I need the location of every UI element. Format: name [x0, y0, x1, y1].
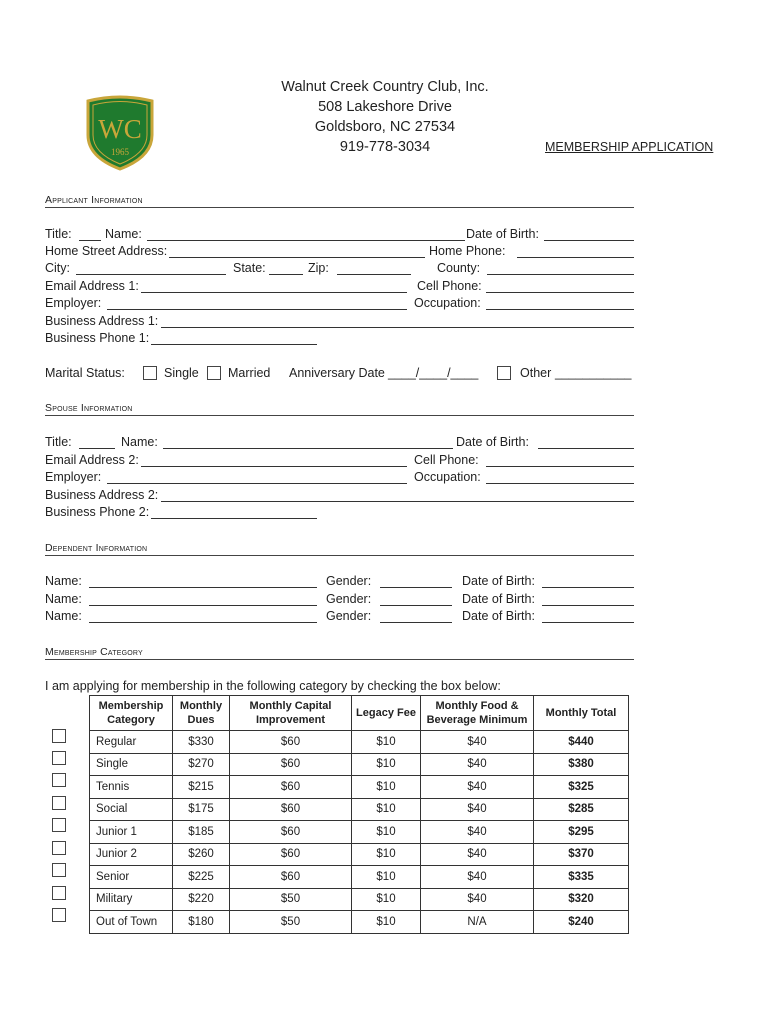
cell-category: Junior 1 [90, 821, 173, 844]
category-checkbox-out-of-town[interactable] [52, 908, 66, 922]
label-dep-dob: Date of Birth: [462, 592, 535, 606]
cell-capital: $60 [230, 731, 352, 754]
label-zip: Zip: [308, 261, 329, 275]
label-home-street: Home Street Address: [45, 244, 168, 258]
cell-total: $440 [534, 731, 629, 754]
biz-addr2-field[interactable] [161, 487, 634, 502]
dependent3-name-field[interactable] [89, 608, 317, 623]
label-email2: Email Address 2: [45, 453, 139, 467]
applicant-row-6 [45, 313, 635, 330]
cell-food: $40 [421, 888, 534, 911]
label-other: Other [520, 366, 552, 380]
applicant-employer-field[interactable] [107, 295, 407, 310]
email2-field[interactable] [141, 452, 407, 467]
table-row [90, 843, 629, 866]
dependent1-gender-field[interactable] [380, 573, 452, 588]
label-spouse-dob: Date of Birth: [456, 435, 529, 449]
club-logo [84, 95, 156, 171]
dependent1-name-field[interactable] [89, 573, 317, 588]
col-dues: Monthly Dues [173, 696, 230, 731]
table-row [90, 888, 629, 911]
marital-row [45, 365, 645, 382]
dependent3-dob-field[interactable] [542, 608, 634, 623]
cell-total: $320 [534, 888, 629, 911]
spouse-row-5 [45, 504, 635, 521]
state-field[interactable] [269, 260, 303, 275]
label-spouse-name: Name: [121, 435, 158, 449]
spouse-row-1 [45, 434, 635, 451]
label-dep-dob: Date of Birth: [462, 609, 535, 623]
cell-capital: $60 [230, 866, 352, 889]
category-checkbox-tennis[interactable] [52, 773, 66, 787]
county-field[interactable] [487, 260, 634, 275]
label-spouse-employer: Employer: [45, 470, 102, 484]
cell-legacy: $10 [352, 776, 421, 799]
cell-food: $40 [421, 866, 534, 889]
logo-year: 1965 [111, 147, 129, 157]
col-total: Monthly Total [534, 696, 629, 731]
other-checkbox[interactable] [497, 366, 511, 380]
cell-total: $295 [534, 821, 629, 844]
cell-food: N/A [421, 911, 534, 934]
applicant-cell-field[interactable] [486, 278, 634, 293]
dependent1-dob-field[interactable] [542, 573, 634, 588]
cell-category: Regular [90, 731, 173, 754]
table-row [90, 798, 629, 821]
cell-capital: $50 [230, 911, 352, 934]
spouse-title-field[interactable] [79, 434, 115, 449]
cell-dues: $220 [173, 888, 230, 911]
biz-phone2-field[interactable] [151, 504, 317, 519]
cell-legacy: $10 [352, 731, 421, 754]
cell-capital: $50 [230, 888, 352, 911]
cell-legacy: $10 [352, 821, 421, 844]
section-spouse: Spouse Information [45, 401, 634, 416]
cell-dues: $215 [173, 776, 230, 799]
applicant-row-4 [45, 278, 635, 295]
category-checkbox-social[interactable] [52, 796, 66, 810]
cell-dues: $225 [173, 866, 230, 889]
membership-intro: I am applying for membership in the following category by checking the box below: [45, 679, 501, 693]
cell-total: $380 [534, 753, 629, 776]
cell-total: $370 [534, 843, 629, 866]
cell-food: $40 [421, 843, 534, 866]
label-email1: Email Address 1: [45, 279, 139, 293]
cell-food: $40 [421, 776, 534, 799]
label-occupation: Occupation: [414, 296, 481, 310]
org-street: 508 Lakeshore Drive [318, 99, 452, 115]
label-dep-name: Name: [45, 592, 82, 606]
spouse-row-3 [45, 469, 635, 486]
cell-capital: $60 [230, 798, 352, 821]
label-marital: Marital Status: [45, 366, 125, 380]
spouse-employer-field[interactable] [107, 469, 407, 484]
category-checkbox-regular[interactable] [52, 729, 66, 743]
home-street-field[interactable] [169, 243, 425, 258]
cell-dues: $185 [173, 821, 230, 844]
col-category: Membership Category [90, 696, 173, 731]
cell-category: Military [90, 888, 173, 911]
dependent2-gender-field[interactable] [380, 591, 452, 606]
dependent-row-2 [45, 591, 635, 608]
label-county: County: [437, 261, 481, 275]
cell-category: Social [90, 798, 173, 821]
label-title: Title: [45, 227, 72, 241]
label-name: Name: [105, 227, 142, 241]
spouse-occupation-field[interactable] [486, 469, 634, 484]
label-biz-addr1: Business Address 1: [45, 314, 159, 328]
label-dep-name: Name: [45, 609, 82, 623]
section-membership: Membership Category [45, 645, 634, 660]
cell-category: Junior 2 [90, 843, 173, 866]
cell-total: $285 [534, 798, 629, 821]
label-city: City: [45, 261, 70, 275]
dependent-row-3 [45, 608, 635, 625]
biz-phone1-field[interactable] [151, 330, 317, 345]
spouse-row-4 [45, 487, 635, 504]
cell-legacy: $10 [352, 866, 421, 889]
label-cell: Cell Phone: [417, 279, 482, 293]
table-row [90, 821, 629, 844]
org-city: Goldsboro, NC 27534 [314, 119, 456, 135]
cell-legacy: $10 [352, 911, 421, 934]
cell-category: Out of Town [90, 911, 173, 934]
applicant-name-field[interactable] [147, 226, 465, 241]
org-phone: 919-778-3034 [339, 139, 431, 155]
applicant-dob-field[interactable] [544, 226, 634, 241]
label-state: State: [233, 261, 266, 275]
label-anniversary: Anniversary Date [289, 366, 385, 380]
label-spouse-occupation: Occupation: [414, 470, 481, 484]
city-field[interactable] [76, 260, 226, 275]
applicant-row-1 [45, 226, 635, 243]
zip-field[interactable] [337, 260, 411, 275]
married-checkbox[interactable] [207, 366, 221, 380]
label-married: Married [228, 366, 271, 380]
other-field[interactable]: ___________ [555, 366, 632, 380]
category-checkbox-junior-2[interactable] [52, 841, 66, 855]
biz-addr1-field[interactable] [161, 313, 634, 328]
cell-capital: $60 [230, 753, 352, 776]
email1-field[interactable] [141, 278, 407, 293]
label-dob: Date of Birth: [466, 227, 539, 241]
cell-total: $240 [534, 911, 629, 934]
table-row [90, 731, 629, 754]
col-legacy: Legacy Fee [352, 696, 421, 731]
label-employer: Employer: [45, 296, 102, 310]
dependent2-dob-field[interactable] [542, 591, 634, 606]
category-checkbox-military[interactable] [52, 886, 66, 900]
applicant-row-7 [45, 330, 635, 347]
cell-legacy: $10 [352, 753, 421, 776]
col-food: Monthly Food & Beverage Minimum [421, 696, 534, 731]
label-dep-gender: Gender: [326, 592, 372, 606]
cell-dues: $260 [173, 843, 230, 866]
cell-dues: $330 [173, 731, 230, 754]
cell-food: $40 [421, 753, 534, 776]
col-capital: Monthly Capital Improvement [230, 696, 352, 731]
cell-food: $40 [421, 798, 534, 821]
table-header-row [90, 696, 629, 731]
label-dep-gender: Gender: [326, 574, 372, 588]
label-biz-phone1: Business Phone 1: [45, 331, 150, 345]
label-dep-dob: Date of Birth: [462, 574, 535, 588]
table-row [90, 776, 629, 799]
label-home-phone: Home Phone: [429, 244, 506, 258]
applicant-title-field[interactable] [79, 226, 101, 241]
label-spouse-title: Title: [45, 435, 72, 449]
org-name: Walnut Creek Country Club, Inc. [281, 79, 489, 95]
category-checkbox-single[interactable] [52, 751, 66, 765]
spouse-cell-field[interactable] [486, 452, 634, 467]
anniversary-date-field[interactable]: ____/____/____ [388, 366, 479, 380]
section-applicant: Applicant Information [45, 193, 634, 208]
cell-dues: $270 [173, 753, 230, 776]
cell-category: Senior [90, 866, 173, 889]
cell-food: $40 [421, 821, 534, 844]
cell-capital: $60 [230, 821, 352, 844]
cell-food: $40 [421, 731, 534, 754]
label-dep-name: Name: [45, 574, 82, 588]
applicant-row-5 [45, 295, 635, 312]
single-checkbox[interactable] [143, 366, 157, 380]
cell-legacy: $10 [352, 888, 421, 911]
label-biz-phone2: Business Phone 2: [45, 505, 150, 519]
cell-category: Single [90, 753, 173, 776]
dependent3-gender-field[interactable] [380, 608, 452, 623]
table-row [90, 911, 629, 934]
dependent2-name-field[interactable] [89, 591, 317, 606]
spouse-name-field[interactable] [163, 434, 453, 449]
membership-table [89, 695, 629, 934]
cell-legacy: $10 [352, 843, 421, 866]
applicant-occupation-field[interactable] [486, 295, 634, 310]
section-dependent: Dependent Information [45, 541, 634, 556]
label-biz-addr2: Business Address 2: [45, 488, 159, 502]
form-title: MEMBERSHIP APPLICATION [545, 140, 714, 154]
cell-category: Tennis [90, 776, 173, 799]
category-checkbox-senior[interactable] [52, 863, 66, 877]
cell-total: $325 [534, 776, 629, 799]
applicant-row-3 [45, 260, 635, 277]
cell-dues: $175 [173, 798, 230, 821]
applicant-row-2 [45, 243, 635, 260]
cell-dues: $180 [173, 911, 230, 934]
label-spouse-cell: Cell Phone: [414, 453, 479, 467]
cell-capital: $60 [230, 776, 352, 799]
label-dep-gender: Gender: [326, 609, 372, 623]
cell-legacy: $10 [352, 798, 421, 821]
label-single: Single [164, 366, 199, 380]
table-row [90, 753, 629, 776]
cell-total: $335 [534, 866, 629, 889]
home-phone-field[interactable] [517, 243, 634, 258]
logo-letters: WC [98, 114, 142, 144]
table-row [90, 866, 629, 889]
category-checkbox-junior-1[interactable] [52, 818, 66, 832]
spouse-dob-field[interactable] [538, 434, 634, 449]
cell-capital: $60 [230, 843, 352, 866]
dependent-row-1 [45, 573, 635, 590]
spouse-row-2 [45, 452, 635, 469]
